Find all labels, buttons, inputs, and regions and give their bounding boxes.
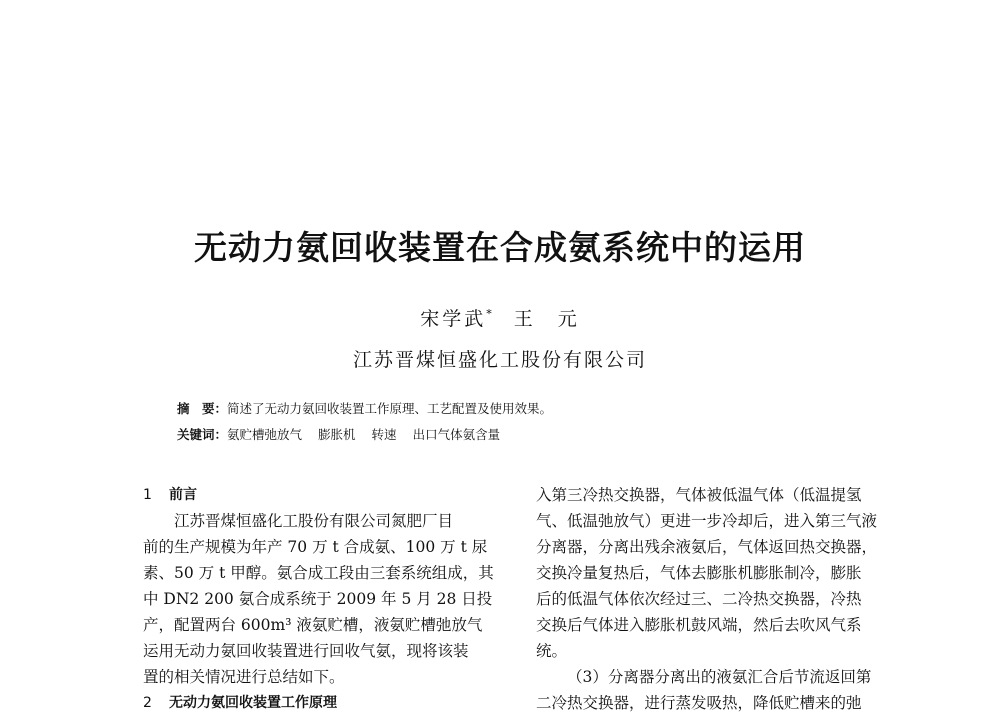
section-number: 2 xyxy=(143,695,152,711)
text-line: 前的生产规模为年产 70 万 t 合成氨、100 万 t 尿 xyxy=(143,538,488,556)
paper-title: 无动力氨回收装置在合成氨系统中的运用 xyxy=(194,228,806,267)
keywords xyxy=(177,425,516,443)
keyword: 氨贮槽弛放气 xyxy=(227,427,303,442)
authors-line xyxy=(0,304,1000,331)
text-line: 入第三冷热交换器，气体被低温气体（低温提氢 xyxy=(536,486,862,504)
text-line: （3）分离器分离出的液氨汇合后节流返回第 xyxy=(567,668,872,686)
text-line: 运用无动力氨回收装置进行回收气氨，现将该装 xyxy=(143,642,469,660)
text-line: 二冷热交换器，进行蒸发吸热，降低贮槽来的弛 xyxy=(536,694,862,712)
section-heading xyxy=(143,690,508,716)
abstract-text: 简述了无动力氨回收装置工作原理、工艺配置及使用效果。 xyxy=(227,401,553,416)
text-line: 统。 xyxy=(536,642,568,660)
right-column xyxy=(536,482,898,716)
author-name: 宋学武 xyxy=(420,308,487,330)
text-line: 中 DN2 200 氨合成系统于 2009 年 5 月 28 日投 xyxy=(143,590,493,608)
keyword: 膨胀机 xyxy=(318,427,356,442)
affiliation: 江苏晋煤恒盛化工股份有限公司 xyxy=(352,349,647,371)
text-line: 置的相关情况进行总结如下。 xyxy=(143,668,345,686)
text-line: 交换冷量复热后，气体去膨胀机膨胀制冷，膨胀 xyxy=(536,564,862,582)
keywords-label: 关键词： xyxy=(177,427,228,442)
section-title: 无动力氨回收装置工作原理 xyxy=(169,695,337,711)
abstract xyxy=(177,399,552,417)
keyword: 出口气体氨含量 xyxy=(412,427,501,442)
text-line: 交换后气体进入膨胀机鼓风端，然后去吹风气系 xyxy=(536,616,862,634)
section-number: 1 xyxy=(143,487,152,503)
text-line: 气、低温弛放气）更进一步冷却后，进入第三气液 xyxy=(536,512,878,530)
author-name: 王 元 xyxy=(513,308,580,330)
left-column xyxy=(143,482,508,716)
text-line: 产，配置两台 600m³ 液氨贮槽，液氨贮槽弛放气 xyxy=(143,616,483,634)
text-line: 分离器，分离出残余液氨后，气体返回热交换器， xyxy=(536,538,878,556)
text-line: 素、50 万 t 甲醇。氨合成工段由三套系统组成，其 xyxy=(143,564,494,582)
text-line: 江苏晋煤恒盛化工股份有限公司氮肥厂目 xyxy=(174,512,454,530)
keyword: 转速 xyxy=(371,427,397,442)
corresponding-author-mark: * xyxy=(486,307,492,321)
text-line: 后的低温气体依次经过三、二冷热交换器，冷热 xyxy=(536,590,862,608)
abstract-label: 摘 要： xyxy=(177,401,228,416)
section-title: 前言 xyxy=(169,487,197,503)
section-heading xyxy=(143,482,508,508)
